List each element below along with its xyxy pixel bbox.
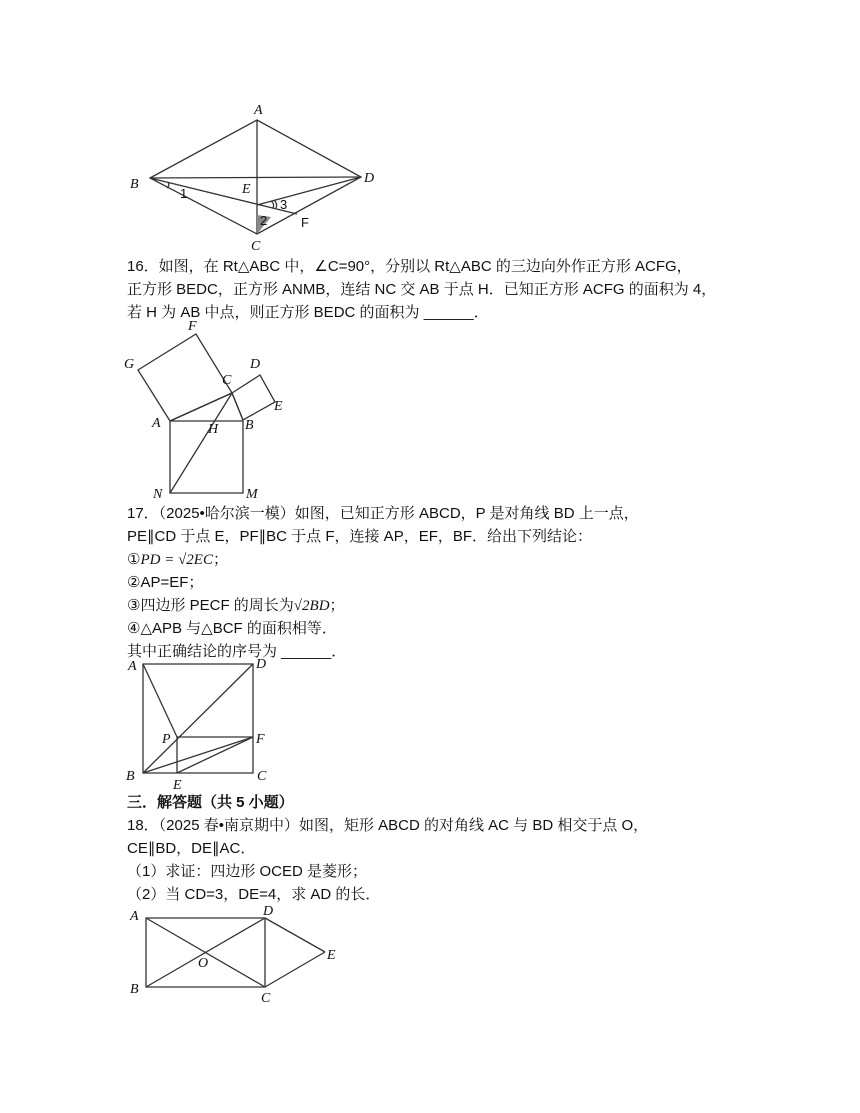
q17-text-line-2: PE∥CD 于点 E，PF∥BC 于点 F，连接 AP，EF，BF．给出下列结论：	[127, 528, 593, 545]
label-angle-3: 3	[280, 197, 288, 212]
q17-option-4: ④△APB 与△BCF 的面积相等．	[127, 620, 337, 637]
label-g-16: G	[124, 357, 135, 372]
figure-problem-16	[120, 318, 320, 503]
label-e-16: E	[274, 399, 283, 414]
q17-option-1	[127, 549, 228, 571]
label-b-18: B	[130, 982, 139, 997]
diagonal-bd	[143, 664, 253, 773]
segment-ap	[143, 664, 177, 737]
angle-3-arc-inner	[271, 201, 274, 208]
segment-cb-16	[232, 393, 243, 420]
label-p-17: P	[162, 732, 171, 747]
label-d-17: D	[256, 657, 267, 672]
figure-problem-17	[120, 656, 280, 796]
label-f-16: F	[188, 319, 197, 334]
label-angle-2: 2	[260, 213, 268, 228]
q17-option-1-end: ；	[212, 551, 228, 568]
q17-option-1-number: ①	[127, 551, 141, 568]
label-b-16: B	[245, 418, 254, 433]
label-b-17: B	[126, 769, 135, 784]
segment-de	[265, 918, 325, 952]
label-c-17: C	[257, 769, 267, 784]
segment-ed	[257, 177, 361, 205]
label-b: B	[130, 177, 139, 192]
label-o-18: O	[198, 956, 209, 971]
segment-bf-17	[143, 737, 253, 773]
q17-option-3-end: ；	[329, 597, 345, 614]
q18-part-2: （2）当 CD=3，DE=4，求 AD 的长．	[127, 886, 381, 903]
q17-option-2: ②AP=EF；	[127, 574, 204, 591]
segment-bf	[150, 178, 297, 214]
segment-bd	[150, 177, 361, 178]
label-a-18: A	[130, 909, 139, 924]
label-d-16: D	[250, 357, 261, 372]
label-a-17: A	[128, 659, 137, 674]
label-c-18: C	[261, 991, 271, 1006]
segment-ef	[177, 737, 253, 773]
label-angle-1: 1	[180, 186, 188, 201]
label-e-18: E	[327, 948, 336, 963]
square-anmb	[170, 421, 243, 493]
label-e-17: E	[173, 778, 182, 793]
label-m-16: M	[246, 487, 258, 502]
angle-1-arc	[167, 182, 169, 188]
q18-part-1: （1）求证：四边形 OCED 是菱形；	[127, 863, 368, 880]
q17-question: 其中正确结论的序号为 ______．	[127, 643, 347, 660]
label-d-18: D	[263, 904, 274, 919]
label-f-17: F	[256, 732, 265, 747]
section-heading: 三．解答题（共 5 小题）	[127, 794, 294, 811]
angle-3-arc	[274, 200, 277, 208]
q17-option-3-formula: √2BD	[293, 598, 330, 614]
q16-text-line-1: 16．如图，在 Rt△ABC 中，∠C=90°，分别以 Rt△ABC 的三边向外作正方形 ACFG，	[127, 258, 692, 275]
label-c-16: C	[222, 373, 232, 388]
q18-text-line-2: CE∥BD，DE∥AC．	[127, 840, 256, 857]
q17-option-3	[127, 595, 345, 617]
q17-option-1-formula: PD = √2EC	[140, 552, 213, 568]
label-f: F	[301, 215, 309, 230]
square-acfg	[138, 334, 232, 421]
label-a-16: A	[152, 416, 161, 431]
q17-text-line-1: 17．（2025•哈尔滨一模）如图，已知正方形 ABCD，P 是对角线 BD 上一点，	[127, 505, 639, 522]
label-d: D	[364, 171, 375, 186]
q16-text-line-2: 正方形 BEDC，正方形 ANMB，连结 NC 交 AB 于点 H．已知正方形 ACFG 的面积为 4，	[127, 281, 717, 298]
label-h-16: H	[208, 422, 219, 437]
q17-option-3-text: ③四边形 PECF 的周长为	[127, 597, 294, 614]
square-bedc	[232, 375, 275, 420]
label-a: A	[254, 103, 263, 118]
segment-ce	[265, 952, 325, 987]
figure-problem-15	[120, 100, 400, 255]
segment-nc	[170, 393, 232, 493]
label-c: C	[251, 239, 261, 254]
figure-problem-18	[120, 904, 360, 1004]
label-n-16: N	[153, 487, 163, 502]
q16-text-line-3: 若 H 为 AB 中点，则正方形 BEDC 的面积为 ______．	[127, 304, 489, 321]
q18-text-line-1: 18．（2025 春•南京期中）如图，矩形 ABCD 的对角线 AC 与 BD 相交于点 O，	[127, 817, 649, 834]
label-e: E	[242, 182, 251, 197]
